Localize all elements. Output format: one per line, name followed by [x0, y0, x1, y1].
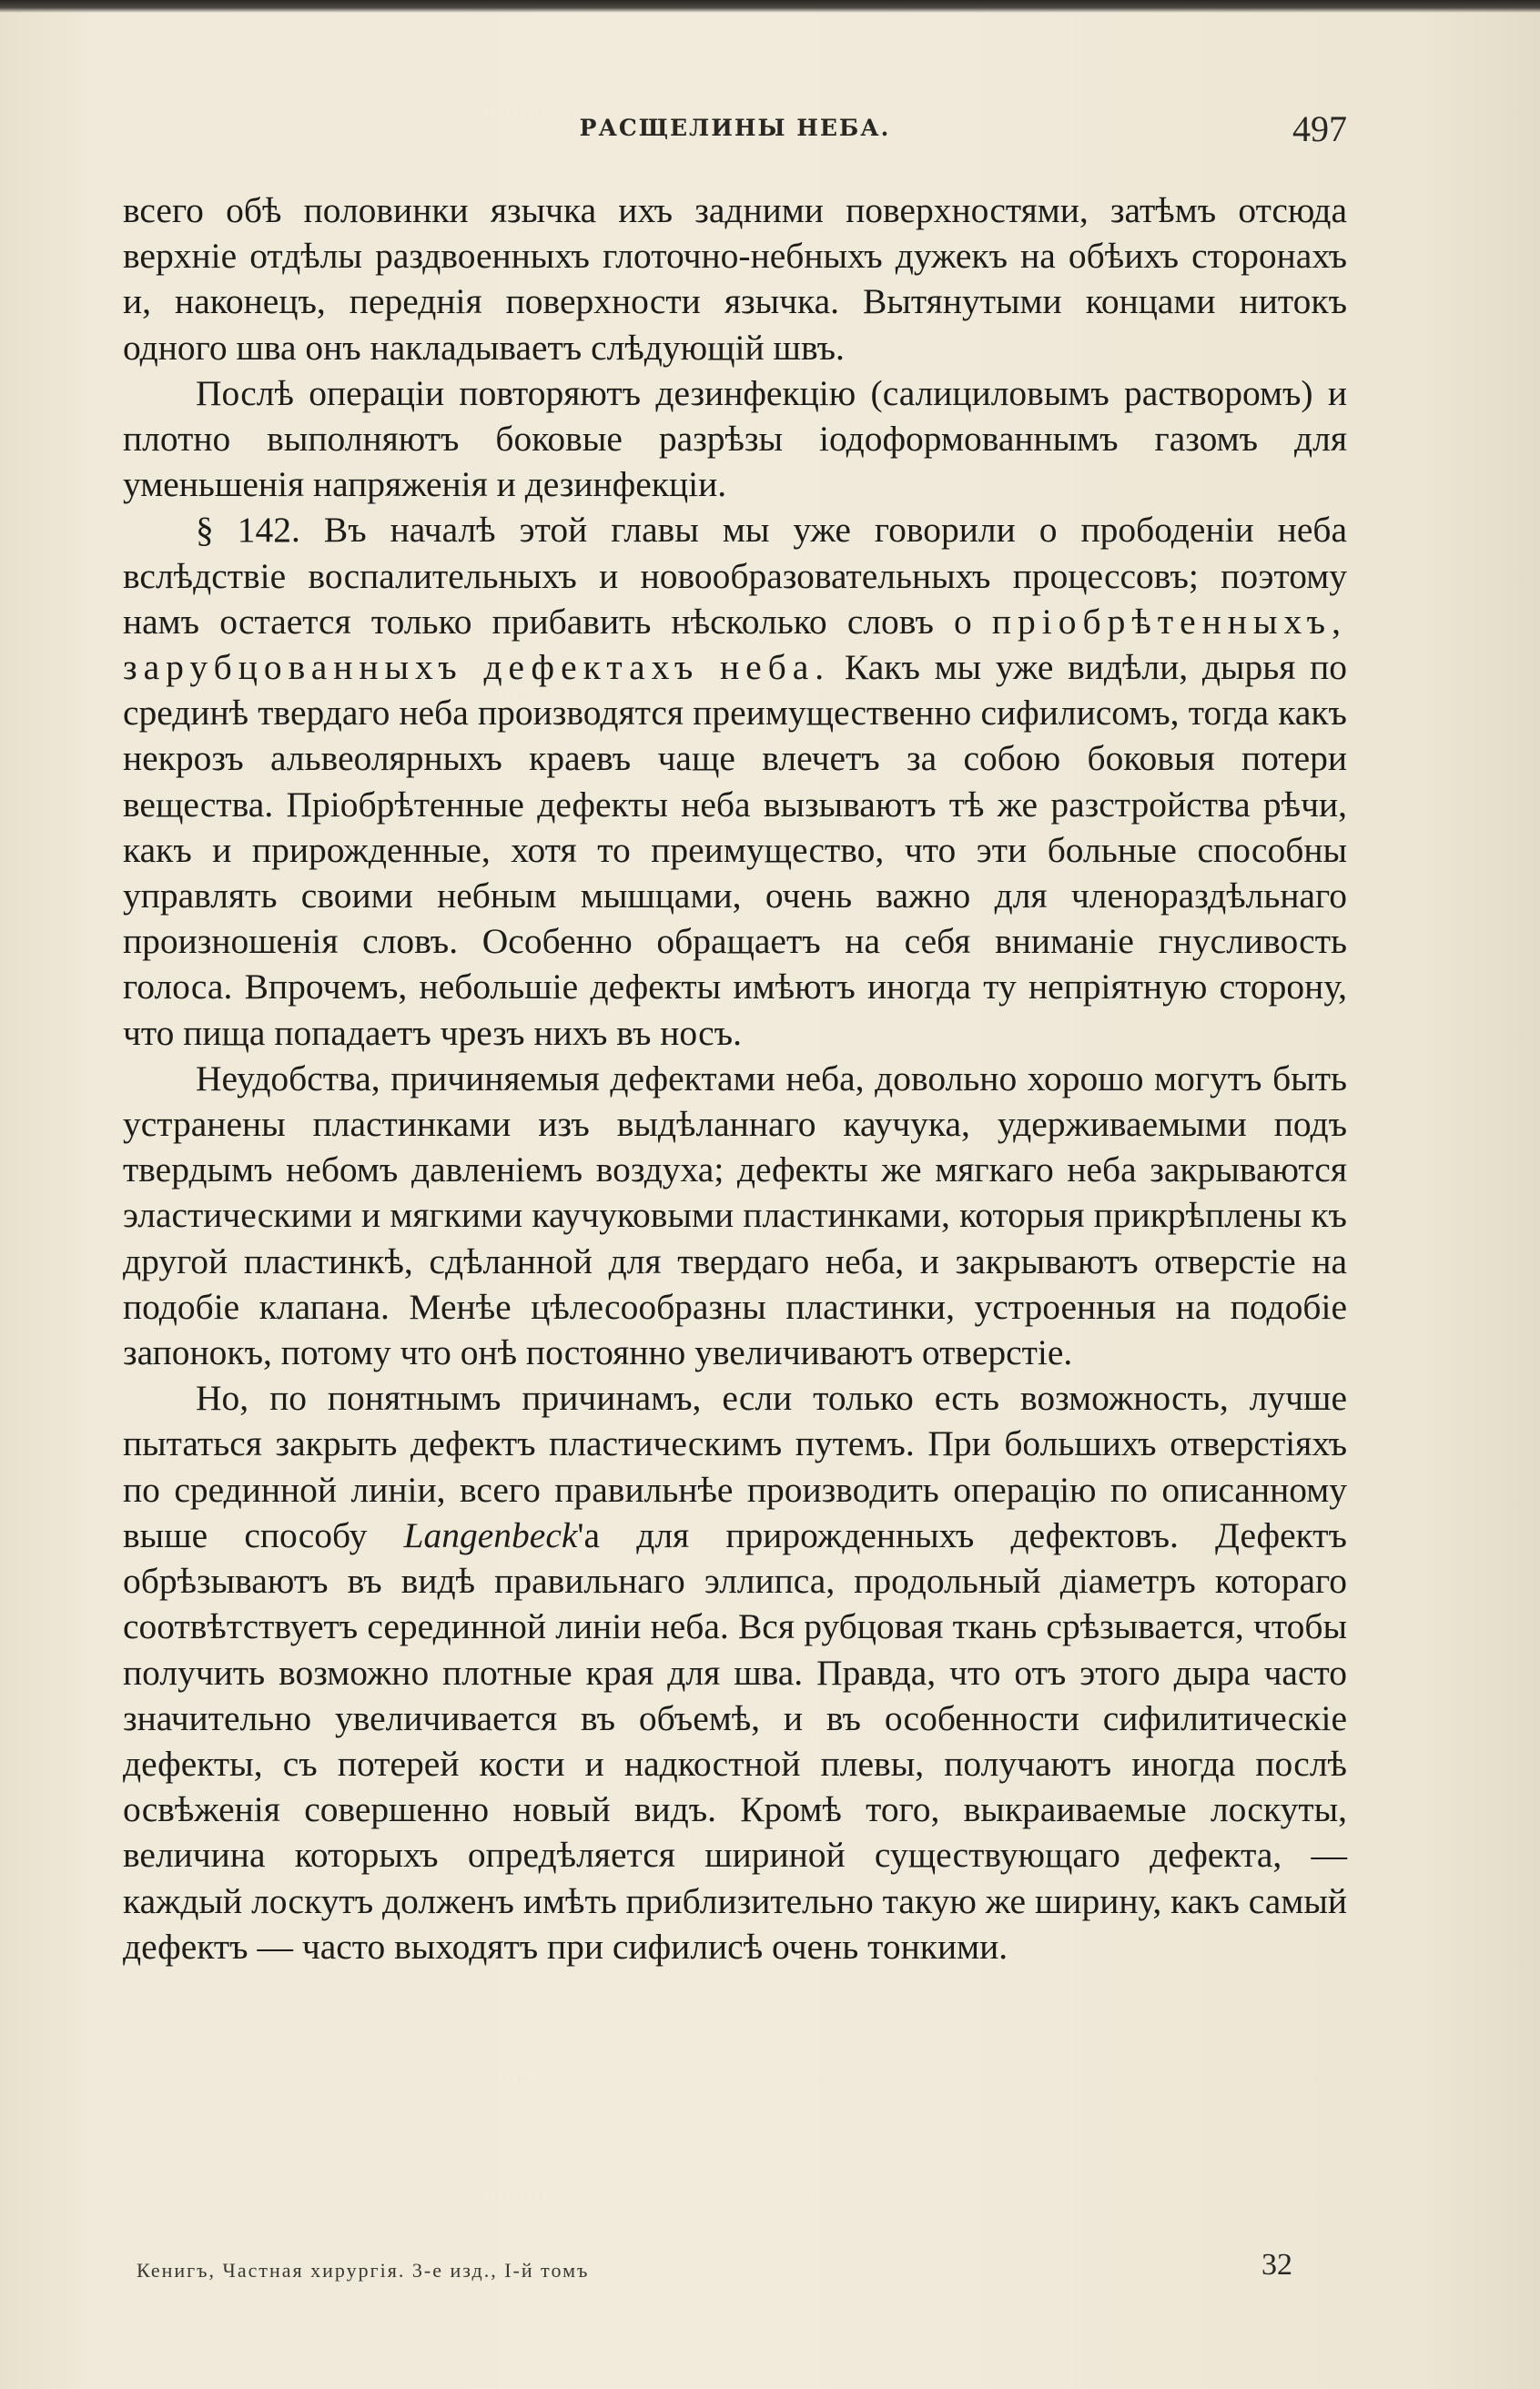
paragraph-5-text-b: 'а для прирожденныхъ дефектовъ. Дефектъ обрѣзываютъ въ видѣ правильнаго эллипса, продольный діаметръ котораго соотвѣтствуетъ серединной линіи неба. Вся рубцовая ткань срѣзывается, чтобы получить возможно плотные края для шва. Правда, что отъ этого дыра часто значительно увеличивается въ объемѣ, и въ особенности сифилитическіе дефекты, съ потерей кости и надкостной плевы, получаютъ иногда послѣ освѣженія совершенно новый видъ. Кромѣ того, выкраиваемые лоскуты, величина которыхъ опредѣляется шириной существующаго дефекта, — каждый лоскутъ долженъ имѣть приблизительно такую же ширину, какъ самый дефектъ — часто выходятъ при сифилисѣ очень тонкими.: [123, 1514, 1347, 1967]
body-text: [123, 187, 1347, 1969]
paragraph-5: [123, 1375, 1347, 1969]
paragraph-1-text: всего обѣ половинки язычка ихъ задними поверхностями, затѣмъ отсюда верхніе отдѣлы раздвоенныхъ глоточно-небныхъ дужекъ на обѣихъ сторонахъ и, наконецъ, переднія поверхности язычка. Вытянутыми концами нитокъ одного шва онъ накладываетъ слѣдующій швъ.: [123, 190, 1347, 368]
paragraph-2: [123, 370, 1347, 508]
page-header: [123, 107, 1347, 153]
paragraph-3-spaced-emphasis: пріобрѣтенныхъ, зарубцованныхъ дефектахъ неба.: [123, 601, 1347, 688]
footer-signature: Кенигъ, Частная хирургія. 3-е изд., I-й томъ: [137, 2259, 590, 2282]
paragraph-5-text-a: Но, по понятнымъ причинамъ, если только есть возможность, лучше пытаться закрыть дефектъ пластическимъ путемъ. При большихъ отверстіяхъ по срединной линіи, всего правильнѣе производить операцію по описанному выше способу: [123, 1378, 1347, 1555]
paragraph-4-text: Неудобства, причиняемыя дефектами неба, довольно хорошо могутъ быть устранены пластинками изъ выдѣланнаго каучука, удерживаемыми подъ твердымъ небомъ давленіемъ воздуха; дефекты же мягкаго неба закрываются эластическими и мягкими каучуковыми пластинками, которыя прикрѣплены къ другой пластинкѣ, сдѣланной для твердаго неба, и закрываютъ отверстіе на подобіе клапана. Менѣе цѣлесообразны пластинки, устроенныя на подобіе запонокъ, потому что онѣ постоянно увеличиваютъ отверстіе.: [123, 1058, 1347, 1373]
paragraph-3: [123, 507, 1347, 1055]
paragraph-1: [123, 187, 1347, 370]
page-footer: [137, 2248, 1292, 2284]
scan-edge: [0, 0, 1540, 13]
paragraph-5-author-name: Langenbeck: [403, 1514, 578, 1555]
running-title: РАСЩЕЛИНЫ НЕБА.: [579, 115, 891, 141]
sheet-number: 32: [1261, 2248, 1292, 2282]
paragraph-3-text-a: § 142. Въ началѣ этой главы мы уже говорили о прободеніи неба вслѣдствіе воспалительныхъ и новообразовательныхъ процессовъ; поэтому намъ остается только прибавить нѣсколько словъ о: [123, 510, 1347, 642]
page-number: 497: [1292, 108, 1347, 149]
paragraph-4: [123, 1056, 1347, 1375]
paragraph-3-text-b: Какъ мы уже видѣли, дырья по срединѣ твердаго неба производятся преимущественно сифилисомъ, тогда какъ некрозъ альвеолярныхъ краевъ чаще влечетъ за собою боковыя потери вещества. Пріобрѣтенные дефекты неба вызываютъ тѣ же разстройства рѣчи, какъ и прирожденные, хотя то преимущество, что эти больные способны управлять своими небным мышцами, очень важно для членораздѣльнаго произношенія словъ. Особенно обращаетъ на себя вниманіе гнусливость голоса. Впрочемъ, небольшіе дефекты имѣютъ иногда ту непріятную сторону, что пища попадаетъ чрезъ нихъ въ носъ.: [123, 647, 1347, 1053]
paragraph-2-text: Послѣ операціи повторяютъ дезинфекцію (салициловымъ растворомъ) и плотно выполняютъ боковые разрѣзы іодоформованнымъ газомъ для уменьшенія напряженія и дезинфекціи.: [123, 372, 1347, 505]
